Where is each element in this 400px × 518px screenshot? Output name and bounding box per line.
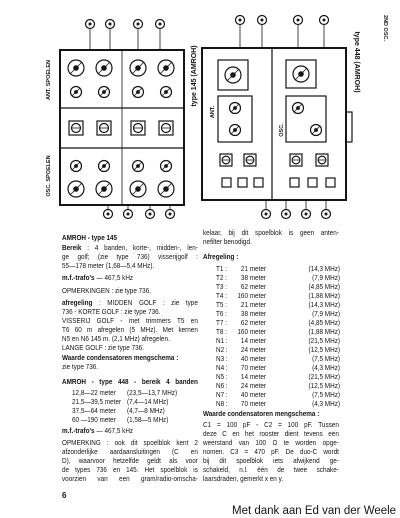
alignment-wavelength: 160 meter bbox=[237, 326, 266, 336]
text-line bbox=[62, 325, 198, 334]
terminal-dot-icon bbox=[89, 23, 92, 26]
text-line: weerstand van 100 Ω te worden opge- bbox=[203, 437, 339, 447]
text-line: C1 = 100 pF - C2 = 100 pF. Tussen bbox=[203, 419, 339, 429]
alignment-point-label: T5 : bbox=[216, 299, 227, 309]
alignment-frequency: (12,5 MHz) bbox=[308, 344, 340, 354]
text-line: nomen. C3 = 470 pF. De duo-C wordt bbox=[203, 446, 339, 456]
coil-slug-line bbox=[98, 62, 110, 74]
text: — 467,5 kHz bbox=[94, 272, 134, 282]
alignment-point-label: T2 : bbox=[216, 272, 227, 282]
coil-slug-line bbox=[160, 183, 172, 195]
terminal-dot-icon bbox=[261, 19, 264, 22]
diagram-shapes bbox=[60, 16, 352, 219]
coil-slug-line bbox=[132, 183, 144, 195]
coil-slug-line bbox=[231, 126, 239, 134]
alignment-point-label: T4 : bbox=[216, 290, 227, 300]
coil-slug-line bbox=[100, 88, 108, 96]
right-osc-label: OSC. bbox=[279, 123, 285, 137]
terminal-dot-icon bbox=[107, 213, 110, 216]
alignment-frequency: (7,5 MHz) bbox=[312, 389, 340, 399]
alignment-frequency: (4,3 MHz) bbox=[312, 398, 340, 408]
text-bold: Waarde condensatoren mengschema : bbox=[62, 352, 179, 362]
text-line bbox=[62, 298, 198, 307]
coil-slug-line bbox=[72, 88, 80, 96]
second-osc-label: 2ND OSC. bbox=[382, 15, 388, 41]
band-frequency: (4,7—8 MHz) bbox=[127, 405, 165, 415]
alignment-frequency: (21,5 MHz) bbox=[308, 335, 340, 345]
switch-contact bbox=[326, 178, 335, 187]
terminal-dot-icon bbox=[127, 213, 130, 216]
coil-slug-line bbox=[312, 126, 320, 134]
text: afzonderlijke aardaansluitingen (C en bbox=[62, 446, 198, 456]
alignment-wavelength: 14 meter bbox=[240, 335, 266, 345]
alignment-wavelength: 62 meter bbox=[240, 317, 266, 327]
coil-pack-448-frame bbox=[202, 48, 346, 200]
terminal-dot-icon bbox=[325, 213, 328, 216]
alignment-frequency: (12,5 MHz) bbox=[308, 380, 340, 390]
section-heading bbox=[62, 353, 178, 362]
alignment-point-label: N5 : bbox=[216, 371, 228, 381]
coil-slug-line bbox=[70, 62, 82, 74]
text-line bbox=[62, 334, 170, 343]
alignment-wavelength: 24 meter bbox=[240, 344, 266, 354]
alignment-frequency: (4,85 MHz) bbox=[308, 281, 340, 291]
text-line bbox=[62, 252, 198, 261]
text: ge golf; (zie type 736) visserijgolf : bbox=[62, 251, 198, 261]
text: 55—178 meter (1,68—5,4 MHz). bbox=[62, 260, 155, 270]
section-heading bbox=[62, 377, 198, 386]
alignment-frequency: (14,3 MHz) bbox=[308, 263, 340, 273]
alignment-point-label: N4 : bbox=[216, 362, 228, 372]
text: VISSERIJ GOLF - met trimmers T5 en bbox=[62, 315, 198, 325]
text-line bbox=[62, 438, 198, 447]
text-line bbox=[62, 243, 198, 252]
band-range: 37,5—64 meter bbox=[72, 405, 116, 415]
section-heading: Afregeling : bbox=[203, 251, 239, 261]
text-line: schakeld, n.l. één de twee schake- bbox=[203, 464, 339, 474]
text-line: nefilter benodigd. bbox=[203, 236, 252, 246]
terminal-dot-icon bbox=[149, 213, 152, 216]
alignment-wavelength: 70 meter bbox=[240, 362, 266, 372]
text-line bbox=[62, 273, 133, 282]
alignment-wavelength: 70 meter bbox=[240, 398, 266, 408]
coil-slug-line bbox=[231, 104, 239, 112]
alignment-frequency: (7,9 MHz) bbox=[312, 272, 340, 282]
coil-slug-line bbox=[162, 88, 170, 96]
coil-slug-line bbox=[70, 183, 82, 195]
right-ant-label: ANT. bbox=[210, 105, 216, 119]
alignment-point-label: N1 : bbox=[216, 335, 228, 345]
band-frequency: (1,58—5 MHz) bbox=[127, 414, 169, 424]
text-line bbox=[62, 362, 98, 371]
alignment-point-label: T3 : bbox=[216, 281, 227, 291]
terminal-dot-icon bbox=[109, 23, 112, 26]
band-range: 12,8—22 meter bbox=[72, 387, 116, 397]
alignment-wavelength: 38 meter bbox=[240, 308, 266, 318]
switch-contact bbox=[238, 178, 247, 187]
terminal-dot-icon bbox=[323, 19, 326, 22]
terminal-dot-icon bbox=[285, 213, 288, 216]
text-line bbox=[62, 465, 198, 474]
text: : MIDDEN GOLF : zie type bbox=[92, 297, 198, 307]
text: zie type 736. bbox=[62, 361, 99, 371]
alignment-point-label: T1 : bbox=[216, 263, 227, 273]
text-bold: AMROH - type 448 - bereik 4 banden bbox=[62, 376, 198, 386]
coil-can bbox=[286, 96, 326, 142]
coil-pack-diagrams bbox=[0, 0, 400, 228]
text-bold: Bereik bbox=[62, 242, 82, 252]
text-line bbox=[62, 474, 198, 483]
alignment-wavelength: 14 meter bbox=[240, 371, 266, 381]
text: de types 736 en 145. Het spoelblok is bbox=[62, 464, 198, 474]
text-line bbox=[62, 343, 144, 352]
coil-slug-line bbox=[134, 88, 142, 96]
osc-coils-label: OSC. SPOELEN bbox=[46, 155, 52, 197]
band-range: 21,5—39,5 meter bbox=[72, 396, 122, 406]
section-heading bbox=[62, 233, 117, 242]
text: — 467,5 kHz bbox=[94, 425, 134, 435]
alignment-frequency: (1,88 MHz) bbox=[308, 326, 340, 336]
alignment-frequency: (7,9 MHz) bbox=[312, 308, 340, 318]
alignment-wavelength: 38 meter bbox=[240, 272, 266, 282]
ant-coils-label: ANT. SPOELEN bbox=[46, 59, 52, 101]
terminal-dot-icon bbox=[305, 213, 308, 216]
text-line bbox=[62, 456, 198, 465]
text-bold: AMROH - type 145 bbox=[62, 232, 118, 242]
coil-slug-line bbox=[100, 162, 108, 170]
switch-contact bbox=[308, 178, 317, 187]
alignment-point-label: T6 : bbox=[216, 308, 227, 318]
switch-contact bbox=[222, 178, 231, 187]
band-range: 60 —190 meter bbox=[72, 414, 116, 424]
text-line: bij dit spoelblok iets afwijkend ge- bbox=[203, 455, 339, 465]
text-line bbox=[62, 426, 133, 435]
alignment-wavelength: 160 meter bbox=[237, 290, 266, 300]
alignment-point-label: T7 : bbox=[216, 317, 227, 327]
text-line: kelaar, bij dit spoelblok is geen anten- bbox=[203, 227, 339, 237]
text-line: laarsdraden, gemerkt x en y. bbox=[203, 473, 284, 483]
text-line: deze C en het rooster dient tevens een bbox=[203, 428, 339, 438]
coil-slug-line bbox=[294, 104, 302, 112]
coil-slug-line bbox=[132, 62, 144, 74]
text-line bbox=[62, 316, 198, 325]
text: 736 - KORTE GOLF : zie type 736. bbox=[62, 306, 161, 316]
text-line bbox=[62, 261, 154, 270]
alignment-frequency: (14,3 MHz) bbox=[308, 299, 340, 309]
text: N5 en N6 145 m. (2,1 MHz) afregelen. bbox=[62, 333, 170, 343]
alignment-wavelength: 21 meter bbox=[240, 263, 266, 273]
coil-slug-line bbox=[295, 68, 307, 80]
band-frequency: (7,4—14 MHz) bbox=[127, 396, 169, 406]
switch-contact bbox=[290, 178, 299, 187]
terminal-dot-icon bbox=[297, 19, 300, 22]
terminal-dot-icon bbox=[265, 213, 268, 216]
credit-line: Met dank aan Ed van der Weele bbox=[232, 505, 397, 517]
alignment-wavelength: 24 meter bbox=[240, 380, 266, 390]
alignment-point-label: N6 : bbox=[216, 380, 228, 390]
text: T6 60 m afregelen (5 MHz). Met kernen bbox=[62, 324, 198, 334]
text-line bbox=[62, 307, 160, 316]
terminal-dot-icon bbox=[169, 213, 172, 216]
alignment-point-label: N3 : bbox=[216, 353, 228, 363]
page-number: 6 bbox=[62, 491, 67, 500]
alignment-point-label: N2 : bbox=[216, 344, 228, 354]
text: : 4 banden, korte-, midden-, len- bbox=[81, 242, 198, 252]
text-line bbox=[62, 447, 198, 456]
alignment-point-label: N7 : bbox=[216, 389, 228, 399]
terminal-dot-icon bbox=[159, 23, 162, 26]
alignment-point-label: N8 : bbox=[216, 398, 228, 408]
alignment-frequency: (7,5 MHz) bbox=[312, 353, 340, 363]
alignment-wavelength: 62 meter bbox=[240, 281, 266, 291]
text: OPMERKING : ook dit spoelblok kent 2 bbox=[62, 437, 198, 447]
terminal-dot-icon bbox=[239, 19, 242, 22]
text: LANGE GOLF : zie type 736. bbox=[62, 342, 144, 352]
text-bold: afregeling bbox=[62, 297, 93, 307]
alignment-frequency: (1,88 MHz) bbox=[308, 290, 340, 300]
text-line bbox=[62, 286, 151, 295]
coil-slug-line bbox=[134, 162, 142, 170]
band-frequency: (23,5—13,7 MHz) bbox=[127, 387, 178, 397]
coil-slug-line bbox=[227, 69, 239, 81]
alignment-frequency: (4,3 MHz) bbox=[312, 362, 340, 372]
text: voorzien van een gram/radio-omscha- bbox=[62, 473, 198, 483]
alignment-wavelength: 21 meter bbox=[240, 299, 266, 309]
alignment-wavelength: 40 meter bbox=[240, 353, 266, 363]
alignment-frequency: (4,85 MHz) bbox=[308, 317, 340, 327]
alignment-frequency: (21,5 MHz) bbox=[308, 371, 340, 381]
terminal-dot-icon bbox=[137, 23, 140, 26]
alignment-point-label: T8 : bbox=[216, 326, 227, 336]
switch-contact bbox=[254, 178, 263, 187]
coil-slug-line bbox=[162, 162, 170, 170]
type-448-label: type 448 (AMROH) bbox=[353, 31, 360, 93]
text-bold: m.f.-trafo's bbox=[62, 272, 95, 282]
type-145-label: type 145 (AMROH) bbox=[191, 45, 198, 107]
section-heading: Waarde condensatoren mengschema : bbox=[203, 408, 320, 418]
coil-slug-line bbox=[98, 183, 110, 195]
text: OPMERKINGEN : zie type 736. bbox=[62, 285, 152, 295]
coil-slug-line bbox=[72, 162, 80, 170]
text: D), waarvoor hetzelfde geldt als voor bbox=[62, 455, 198, 465]
coil-slug-line bbox=[160, 62, 172, 74]
text-bold: m.f.-trafo's bbox=[62, 425, 95, 435]
alignment-wavelength: 40 meter bbox=[240, 389, 266, 399]
